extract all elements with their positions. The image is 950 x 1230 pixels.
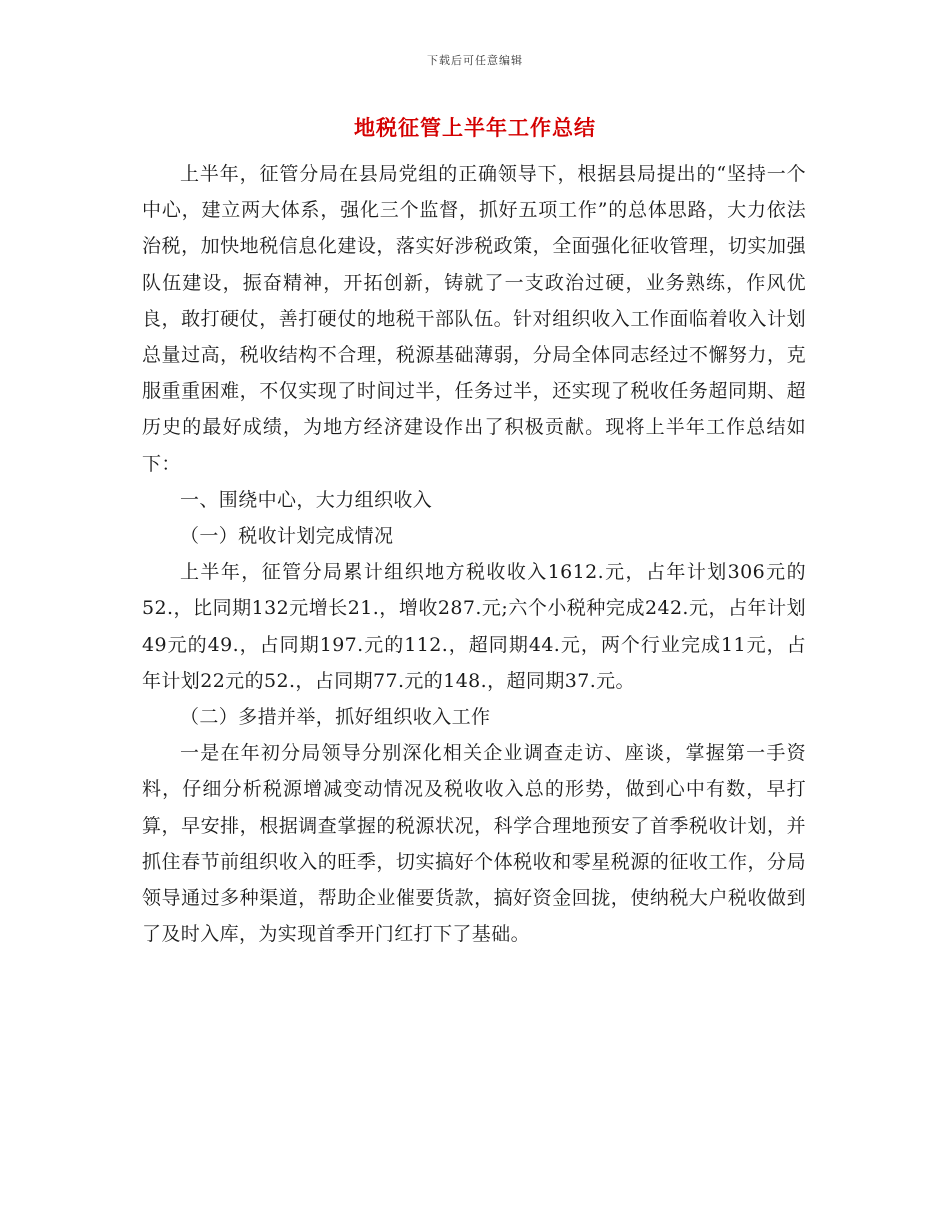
header-note: 下载后可任意编辑 xyxy=(427,54,523,67)
paragraph-intro: 上半年，征管分局在县局党组的正确领导下，根据县局提出的“坚持一个中心，建立两大体系，强化三个监督，抓好五项工作”的总体思路，大力依法治税，加快地税信息化建设，落实好涉税政策，全面强化征收管理，切实加强队伍建设，振奋精神，开拓创新，铸就了一支政治过硬，业务熟练，作风优良，敢打硬仗，善打硬仗的地税干部队伍。针对组织收入工作面临着收入计划总量过高，税收结构不合理，税源基础薄弱，分局全体同志经过不懈努力，克服重重困难，不仅实现了时间过半，任务过半，还实现了税收任务超同期、超历史的最好成绩，为地方经济建设作出了积极贡献。现将上半年工作总结如下： xyxy=(142,163,806,475)
section-heading-1: 一、围绕中心，大力组织收入 xyxy=(180,488,433,511)
document-title: 地税征管上半年工作总结 xyxy=(354,116,596,140)
subsection-heading-1: （一）税收计划完成情况 xyxy=(180,525,394,548)
document-body xyxy=(142,156,806,952)
paragraph-measures: 一是在年初分局领导分别深化相关企业调查走访、座谈，掌握第一手资料，仔细分析税源增减变动情况及税收收入总的形势，做到心中有数，早打算，早安排，根据调查掌握的税源状况，科学合理地预安了首季税收计划，并抓住春节前组织收入的旺季，切实搞好个体税收和零星税源的征收工作，分局领导通过多种渠道，帮助企业催要货款，搞好资金回拢，使纳税大户税收做到了及时入库，为实现首季开门红打下了基础。 xyxy=(142,742,806,946)
subsection-heading-2: （二）多措并举，抓好组织收入工作 xyxy=(180,706,491,729)
paragraph-revenue: 上半年，征管分局累计组织地方税收收入1612.元，占年计划306元的52.，比同期132元增长21.，增收287.元;六个小税种完成242.元，占年计划49元的49.，占同期197.元的112.，超同期44.元，两个行业完成11元，占年计划22元的52.，占同期77.元的148.，超同期37.元。 xyxy=(142,561,806,692)
